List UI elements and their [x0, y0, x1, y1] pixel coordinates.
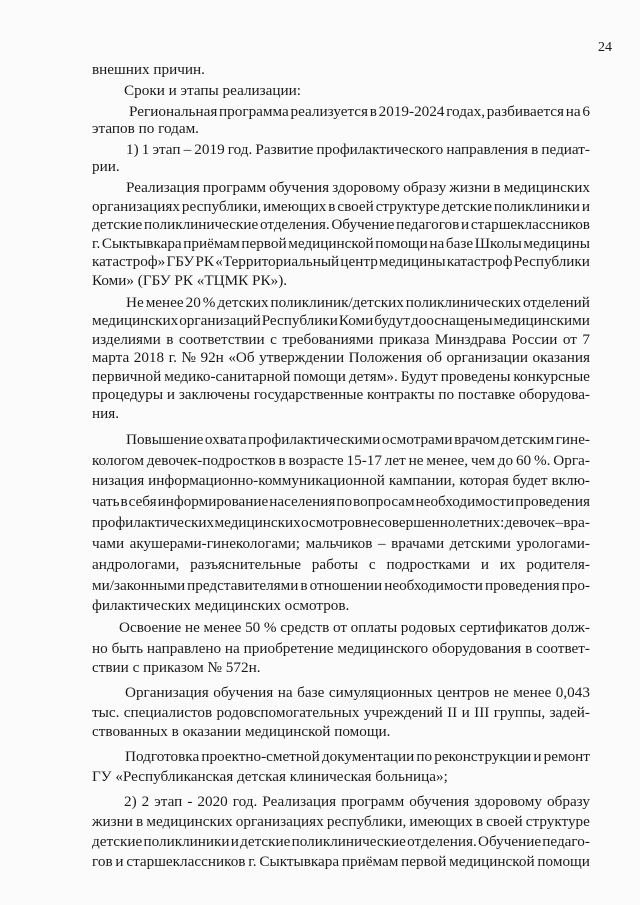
page-number: 24 [598, 40, 612, 55]
text-line: Не менее 20 % детских поликлиник/детских поликлинических отделений [126, 294, 590, 311]
text-line: 2) 2 этап - 2020 год. Реализация программ обучения здоровому образу [124, 793, 590, 810]
text-line: ния. [92, 405, 120, 422]
text-line: чать в себя информирование населения по вопросам необходимости проведения [92, 493, 590, 510]
text-line: внешних причин. [92, 61, 205, 78]
text-line: рии. [92, 158, 120, 175]
text-line: Коми» (ГБУ РК «ТЦМК РК»). [92, 272, 288, 289]
text-line: катастроф» ГБУ РК «Территориальный центр медицины катастроф Республики [92, 253, 590, 270]
text-line: филактических медицинских осмотров. [92, 597, 350, 614]
text-line: первичной медико-санитарной помощи детям». Будут проведены конкурсные [92, 368, 590, 385]
text-line: детские поликлиники и детские поликлинические отделения. Обучение педаго- [92, 833, 590, 850]
text-line: кологом девочек-подростков в возрасте 15-17 лет не менее, чем до 60 %. Орга- [92, 452, 590, 469]
text-line: но быть направлено на приобретение медицинского оборудования в соответ- [92, 640, 590, 657]
text-line: Сроки и этапы реализации: [124, 82, 301, 99]
text-line: андрологами, разъяснительные работы с подростками и их родителя- [92, 556, 590, 573]
text-line: 1) 1 этап – 2019 год. Развитие профилактического направления в педиат- [126, 141, 590, 158]
text-line: Реализация программ обучения здоровому образу жизни в медицинских [126, 179, 590, 196]
text-line: жизни в медицинских организациях республики, имеющих в своей структуре [92, 813, 590, 830]
text-line: тыс. специалистов родовспомогательных учреждений II и III группы, задей- [92, 704, 590, 721]
text-line: Организация обучения на базе симуляционных центров не менее 0,043 [125, 684, 590, 701]
text-line: этапов по годам. [92, 120, 199, 137]
text-line: Освоение не менее 50 % средств от оплаты родовых сертификатов долж- [119, 619, 590, 636]
text-line: ствованных в оказании медицинской помощи. [92, 723, 391, 740]
text-line: ствии с приказом № 572н. [92, 659, 261, 676]
text-line: детские поликлинические отделения. Обучение педагогов и старшеклассников [92, 216, 590, 233]
text-line: медицинских организаций Республики Коми будут дооснащены медицинскими [92, 312, 590, 329]
text-line: процедуры и заключены государственные контракты по поставке оборудова- [92, 386, 590, 403]
text-line: марта 2018 г. № 92н «Об утверждении Положения об организации оказания [92, 349, 590, 366]
text-line: низация информационно-коммуникационной кампании, которая будет вклю- [92, 472, 590, 489]
text-line: ми/законными представителями в отношении необходимости проведения про- [92, 577, 590, 594]
text-line: профилактических медицинских осмотров несовершеннолетних: девочек – вра- [92, 514, 590, 531]
text-line: Региональная программа реализуется в 2019-2024 годах, разбивается на 6 [129, 103, 590, 120]
text-line: изделиями в соответствии с требованиями приказа Минздрава России от 7 [92, 331, 590, 348]
text-line: чами акушерами-гинекологами; мальчиков – врачами детскими урологами- [92, 535, 590, 552]
text-line: Повышение охвата профилактическими осмотрами врачом детским гине- [126, 431, 590, 448]
text-line: ГУ «Республиканская детская клиническая больница»; [92, 768, 448, 785]
text-line: Подготовка проектно-сметной документации по реконструкции и ремонт [125, 748, 590, 765]
text-line: организациях республики, имеющих в своей структуре детские поликлиники и [92, 198, 590, 215]
text-line: г. Сыктывкара приёмам первой медицинской помощи на базе Школы медицины [92, 235, 590, 252]
text-line: гов и старшеклассников г. Сыктывкара приёмам первой медицинской помощи [92, 853, 590, 870]
